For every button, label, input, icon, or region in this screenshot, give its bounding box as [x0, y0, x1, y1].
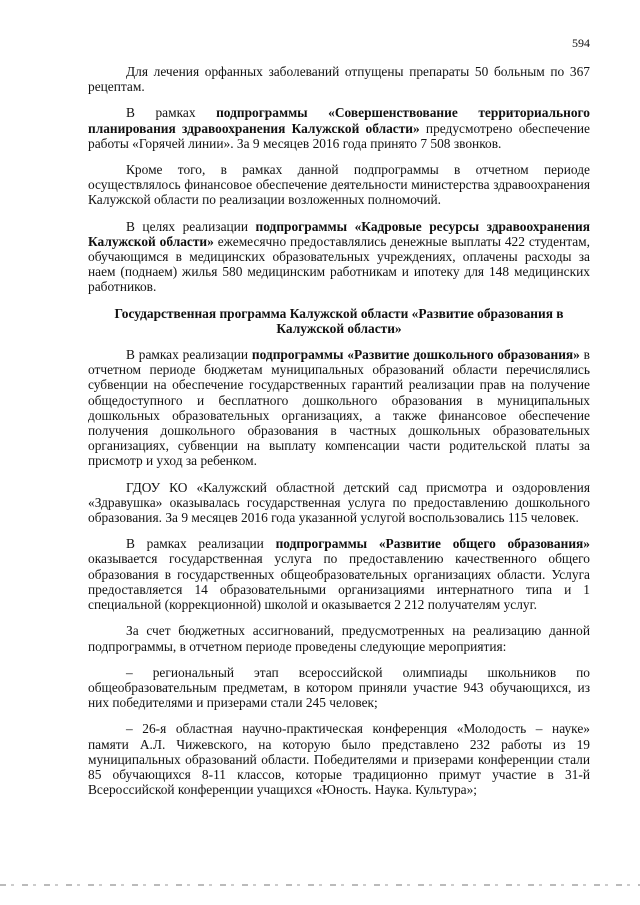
paragraph-financing: Кроме того, в рамках данной подпрограммы в отчетном периоде осуществлялось финансовое обеспечение деятельности министерства здравоохранения Калужской области по реализации возложенных полномочий.: [88, 162, 590, 208]
paragraph-text: ежемесячно предоставлялись денежные выплаты 422 студентам, обучающимся в медицинских образовательных учреждениях, оплачены расходы за наем (поднаем) жилья 580 медицинским работникам и ипотеку для 148 медицинских работников.: [88, 233, 590, 295]
scan-artifact-line: [0, 884, 640, 886]
paragraph-budget: За счет бюджетных ассигнований, предусмотренных на реализацию данной подпрограммы, в отчетном периоде проведены следующие мероприятия:: [88, 623, 590, 654]
document-body: [88, 64, 590, 808]
page-number: 594: [572, 36, 590, 50]
paragraph-preschool: [88, 347, 590, 469]
paragraph-kindergarten: ГДОУ КО «Калужский областной детский сад присмотра и оздоровления «Здравушка» оказывалась государственная услуга по предоставлению дошкольного образования. За 9 месяцев 2016 года указанной услугой воспользовались 115 человек.: [88, 479, 590, 526]
list-item-olympiad: – региональный этап всероссийской олимпиады школьников по общеобразовательным предметам, в котором приняли участие 943 обучающихся, из них победителями и призерами стали 245 человек;: [88, 664, 590, 711]
subprogram-name: подпрограммы «Развитие дошкольного образования»: [251, 347, 580, 363]
subprogram-name: подпрограммы «Кадровые ресурсы здравоохранения Калужской области»: [88, 218, 590, 249]
paragraph-text: В рамках реализации: [126, 347, 252, 363]
paragraph-general-education: [88, 536, 590, 612]
paragraph-text: В рамках: [126, 105, 217, 121]
paragraph-personnel: [88, 219, 590, 295]
paragraph-text: В целях реализации: [126, 218, 256, 234]
paragraph-text: оказывается государственная услуга по предоставлению качественного общего образования в государственных общеобразовательных организациях области. Услуга предоставляется 14 образовательными организациями интернатного типа и 1 специальной (коррекционной) школой и оказывается 2 212 получателям услуг.: [88, 551, 590, 613]
paragraph-territorial-planning: [88, 105, 590, 151]
subprogram-name: подпрограммы «Совершенствование территориального планирования здравоохранения Калужской области»: [88, 105, 590, 136]
paragraph-text: В рамках реализации: [126, 536, 276, 552]
list-item-conference: – 26-я областная научно-практическая конференция «Молодость – науке» памяти А.Л. Чижевского, на которую было представлено 232 работы из 19 муниципальных образований области. Победителями и призерами конференции стали 85 обучающихся 8-11 классов, которые традиционно примут участие в 31-й Всероссийской конференции учащихся «Юность. Наука. Культура»;: [88, 721, 590, 798]
paragraph-text: предусмотрено обеспечение работы «Горячей линии». За 9 месяцев 2016 года принято 7 508 звонков.: [88, 120, 590, 151]
section-heading: Государственная программа Калужской области «Развитие образования в Калужской области»: [114, 305, 564, 336]
subprogram-name: подпрограммы «Развитие общего образования»: [275, 536, 590, 552]
paragraph-orphan-diseases: Для лечения орфанных заболеваний отпущены препараты 50 больным по 367 рецептам.: [88, 64, 590, 95]
paragraph-text: в отчетном периоде бюджетам муниципальных образований области перечислялись субвенции на обеспечение государственных гарантий реализации прав на получение общедоступного и бесплатного дошкольного образования в муниципальных дошкольных образовательных организациях, а также финансовое обеспечение получения дошкольного образования в частных дошкольных образовательных организациях, субвенции на выплату компенсации части родительской платы за присмотр и уход за ребенком.: [88, 347, 591, 469]
